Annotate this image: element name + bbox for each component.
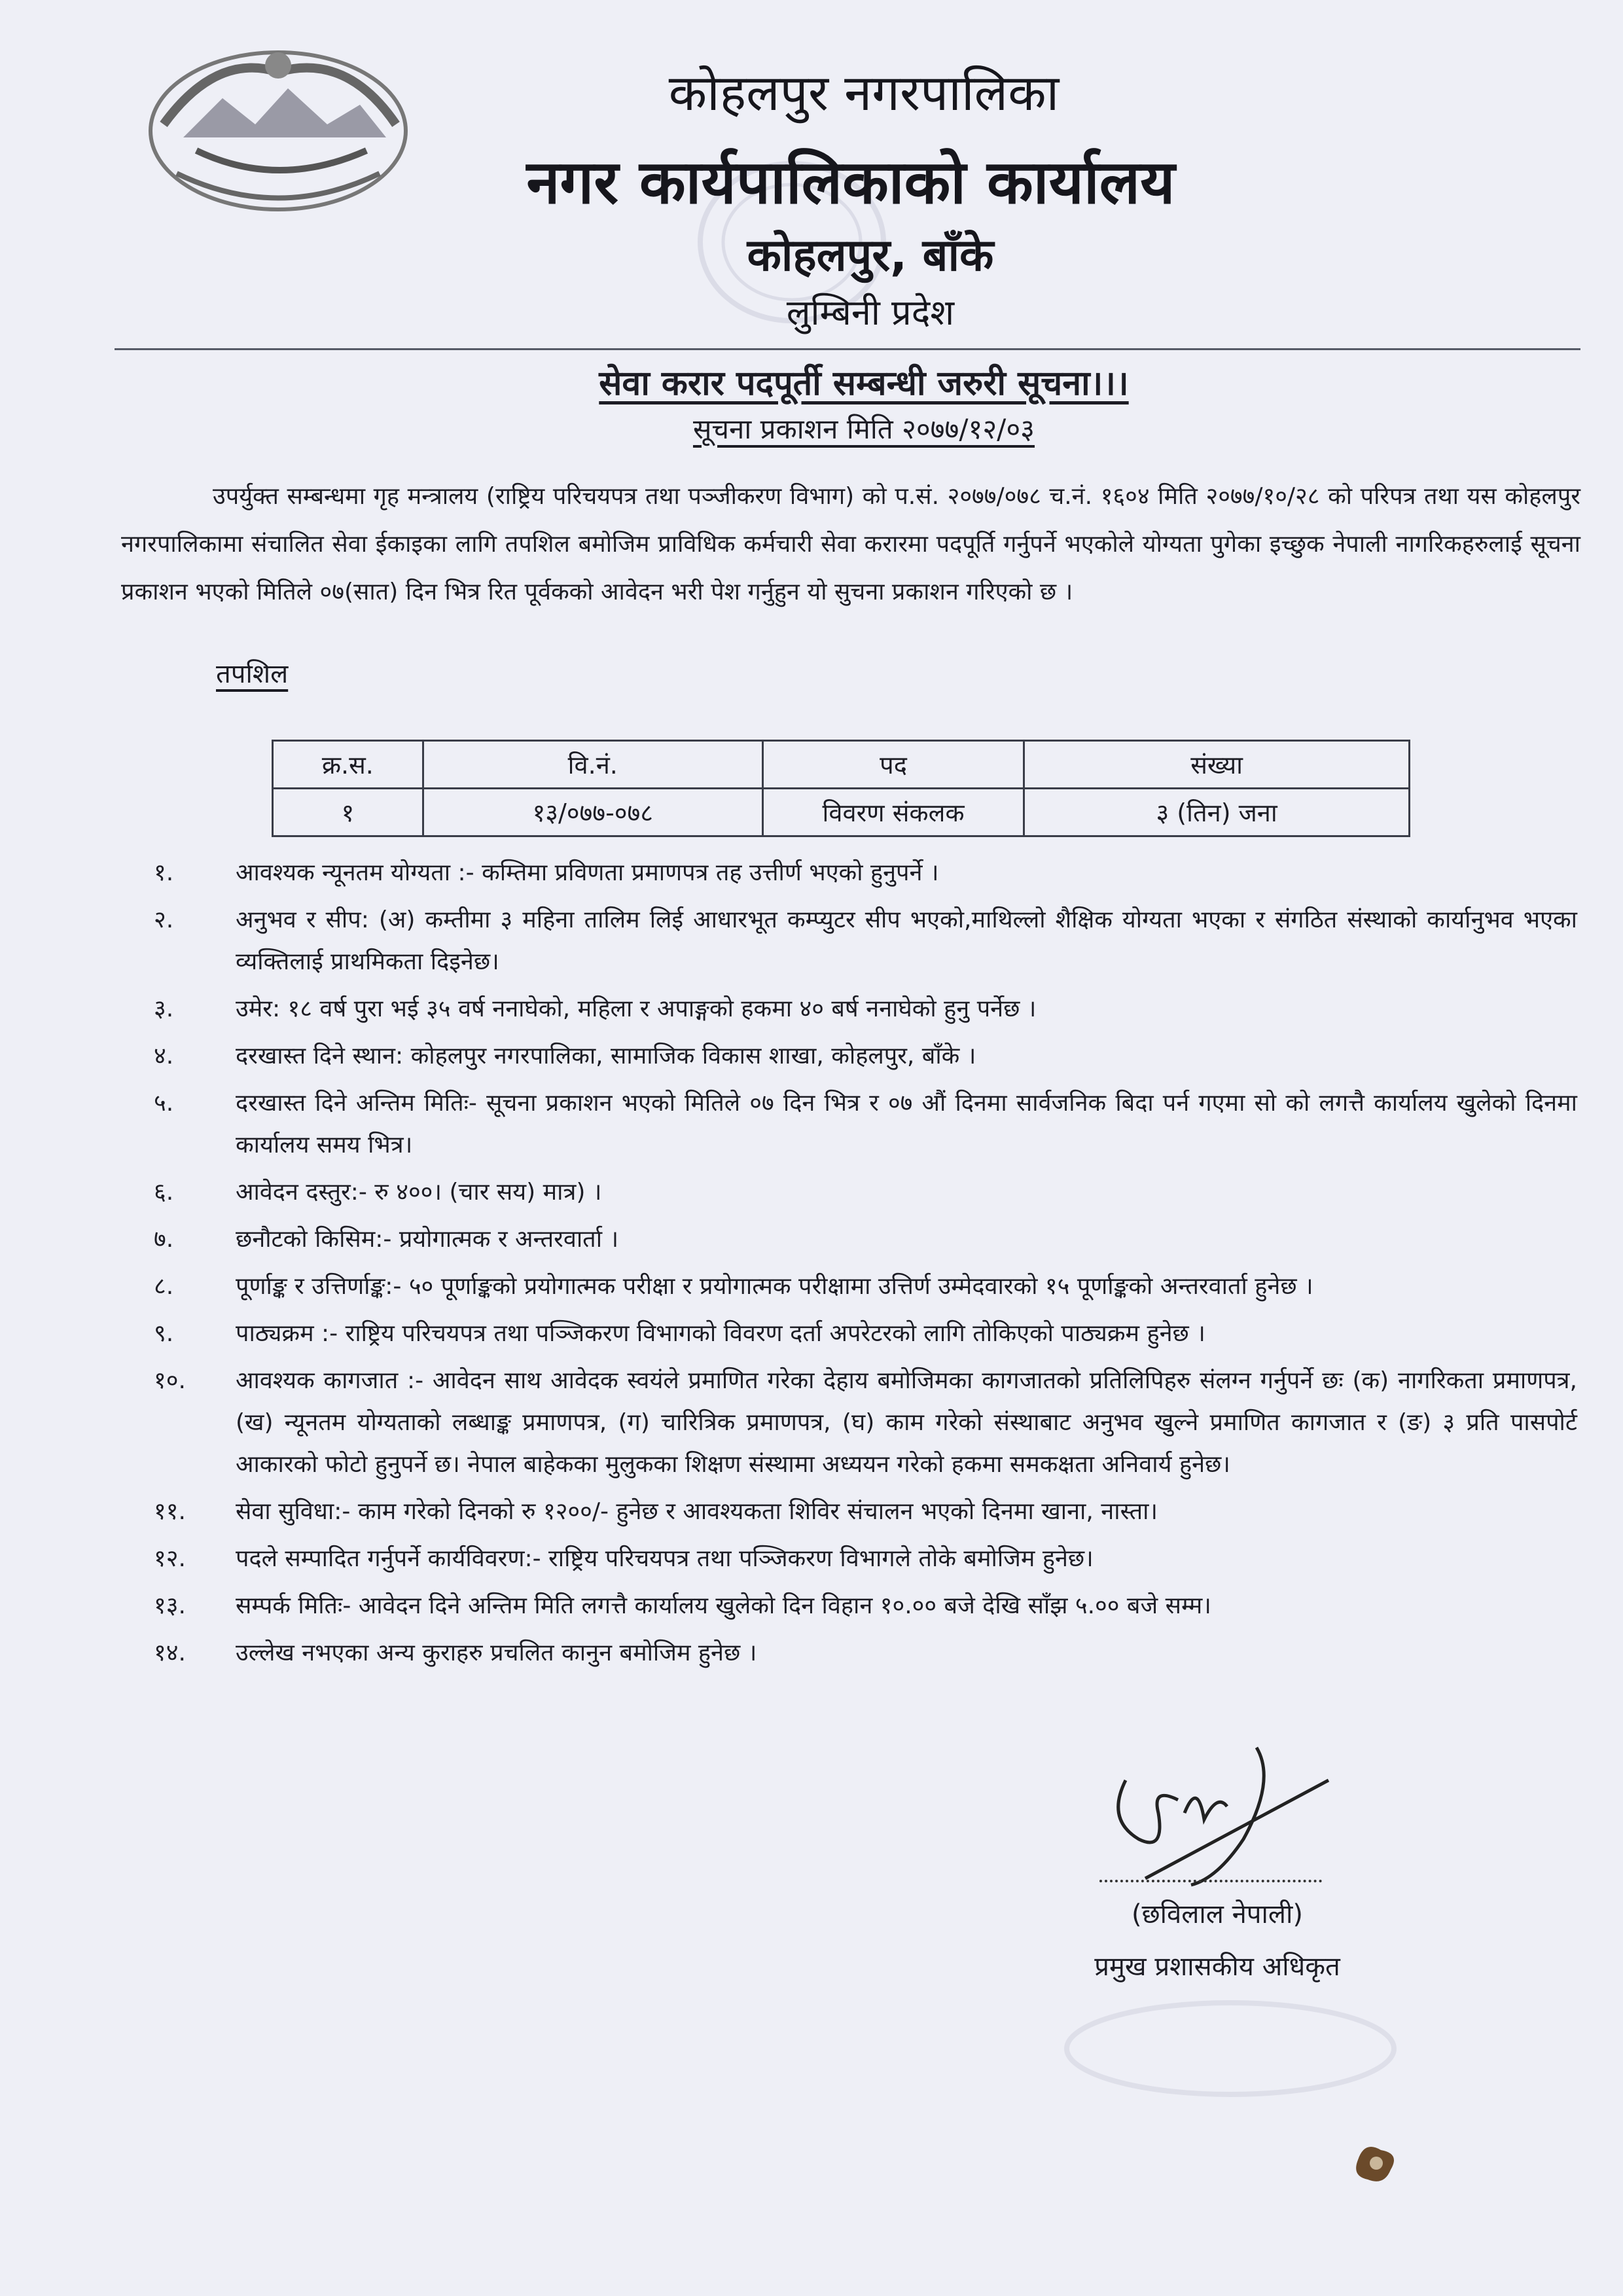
faded-stamp-icon [1060, 1996, 1400, 2101]
list-item-number: १. [154, 859, 174, 886]
signatory-name: (छविलाल नेपाली) [1132, 1899, 1303, 1929]
publication-date: सूचना प्रकाशन मिति २०७७/१२/०३ [692, 413, 1035, 445]
list-item-text: दरखास्त दिने स्थान: कोहलपुर नगरपालिका, सामाजिक विकास शाखा, कोहलपुर, बाँके । [236, 1043, 976, 1069]
list-item-number: २. [154, 906, 174, 933]
office-location: कोहलपुर, बाँके [747, 230, 994, 281]
table-cell-position: विवरण संकलक [762, 789, 1024, 836]
municipality-name: कोहलपुर नगरपालिका [668, 63, 1060, 122]
table-cell-serial: १ [273, 789, 423, 836]
province-name: लुम्बिनी प्रदेश [786, 292, 955, 333]
list-item-text: पदले सम्पादित गर्नुपर्ने कार्यविवरण:- राष्ट्रिय परिचयपत्र तथा पञ्जिकरण विभागले तोके बमोजिम हुनेछ। [236, 1545, 1094, 1572]
list-item-number: ९. [154, 1320, 174, 1347]
office-name: नगर कार्यपालिकाको कार्यालय [526, 147, 1175, 217]
signatory-title: प्रमुख प्रशासकीय अधिकृत [1094, 1952, 1340, 1982]
list-item [137, 1083, 1577, 1166]
list-item-number: ८. [154, 1273, 174, 1300]
table-header-ad-number: वि.नं. [423, 741, 762, 789]
table-row [273, 789, 1410, 836]
table-cell-count: ३ (तिन) जना [1024, 789, 1410, 836]
list-item [137, 1632, 1577, 1674]
list-item [137, 1172, 1577, 1213]
list-item [137, 852, 1577, 894]
list-item [137, 1538, 1577, 1580]
list-item-text: छनौटको किसिम:- प्रयोगात्मक र अन्तरवार्ता । [236, 1226, 619, 1253]
list-item-text: आवेदन दस्तुर:- रु ४००। (चार सय) मात्र) । [236, 1179, 602, 1206]
list-item-text: सेवा सुविधा:- काम गरेको दिनको रु १२००/- हुनेछ र आवश्यकता शिविर संचालन भएको दिनमा खाना, नास्ता। [236, 1498, 1158, 1525]
list-item [137, 899, 1577, 983]
notice-intro-paragraph: उपर्युक्त सम्बन्धमा गृह मन्त्रालय (राष्ट्रिय परिचयपत्र तथा पञ्जीकरण विभाग) को प.सं. २०७७/०७८ च.नं. १६०४ मिति २०७७/१०/२८ को परिपत्र तथा यस कोहलपुर नगरपालिकामा संचालित सेवा ईकाइका लागि तपशिल बमोजिम प्राविधिक कर्मचारी सेवा करारमा पदपूर्ति गर्नुपर्ने भएकोले योग्यता पुगेका इच्छुक नेपाली नागरिकहरुलाई सूचना प्रकाशन भएको मितिले ०७(सात) दिन भित्र रित पूर्वकको आवेदन भरी पेश गर्नुहुन यो सुचना प्रकाशन गरिएको छ । [121, 483, 1580, 605]
signature-line [1099, 1880, 1322, 1882]
list-item-number: ४. [154, 1043, 174, 1069]
vacancy-table [272, 740, 1410, 837]
list-item-text: आवश्यक कागजात :- आवेदन साथ आवेदक स्वयंले प्रमाणित गरेका देहाय बमोजिमका कागजातको प्रतिलिपिहरु संलग्न गर्नुपर्ने छः (क) नागरिकता प्रमाणपत्र, (ख) न्यूनतम योग्यताको लब्धाङ्क प्रमाणपत्र, (ग) चारित्रिक प्रमाणपत्र, (घ) काम गरेको संस्थाबाट अनुभव खुल्ने प्रमाणित कागजात र (ङ) ३ प्रति पासपोर्ट आकारको फोटो हुनुपर्ने छ। नेपाल बाहेकका मुलुकका शिक्षण संस्थामा अध्ययन गरेको हकमा समकक्षता अनिवार्य हुनेछ। [236, 1367, 1577, 1478]
list-item-text: सम्पर्क मितिः- आवेदन दिने अन्तिम मिति लगत्तै कार्यालय खुलेको दिन विहान १०.०० बजे देखि साँझ ५.०० बजे सम्म। [236, 1592, 1211, 1619]
list-item-text: पाठ्यक्रम :- राष्ट्रिय परिचयपत्र तथा पञ्जिकरण विभागको विवरण दर्ता अपरेटरको लागि तोकिएको पाठ्यक्रम हुनेछ । [236, 1320, 1205, 1347]
list-item-number: १३. [154, 1592, 186, 1619]
list-item-number: १२. [154, 1545, 186, 1572]
notice-title: सेवा करार पदपूर्ती सम्बन्धी जरुरी सूचना।।। [599, 364, 1129, 403]
list-item-text: उमेर: १८ वर्ष पुरा भई ३५ वर्ष ननाघेको, महिला र अपाङ्गको हकमा ४० बर्ष ननाघेको हुनु पर्नेछ । [236, 996, 1037, 1022]
details-subtitle: तपशिल [216, 659, 289, 689]
list-item-text: आवश्यक न्यूनतम योग्यता :- कम्तिमा प्रविणता प्रमाणपत्र तह उत्तीर्ण भएको हुनुपर्ने । [236, 859, 939, 886]
list-item-text: दरखास्त दिने अन्तिम मितिः- सूचना प्रकाशन भएको मितिले ०७ दिन भित्र र ०७ औं दिनमा सार्वजनिक बिदा पर्न गएमा सो को लगत्तै कार्यालय खुलेको दिनमा कार्यालय समय भित्र। [236, 1090, 1577, 1158]
list-item-text: अनुभव र सीप: (अ) कम्तीमा ३ महिना तालिम लिई आधारभूत कम्प्युटर सीप भएको,माथिल्लो शैक्षिक योग्यता भएका र संगठित संस्थाको कार्यानुभव भएका व्यक्तिलाई प्राथमिकता दिइनेछ। [236, 906, 1577, 975]
list-item [137, 1035, 1577, 1077]
table-header-count: संख्या [1024, 741, 1410, 789]
handwritten-signature-icon [1086, 1741, 1348, 1892]
list-item [137, 1585, 1577, 1627]
header-divider [115, 348, 1580, 350]
list-item [137, 1360, 1577, 1486]
table-header-row [273, 741, 1410, 789]
list-item-number: ५. [154, 1090, 174, 1117]
list-item-number: ६. [154, 1179, 174, 1206]
list-item [137, 1313, 1577, 1355]
table-cell-ad-number: १३/०७७-०७८ [423, 789, 762, 836]
list-item-number: १४. [154, 1640, 186, 1666]
conditions-list [137, 852, 1577, 1679]
table-header-serial: क्र.स. [273, 741, 423, 789]
list-item [137, 1219, 1577, 1261]
list-item [137, 1491, 1577, 1533]
table-header-position: पद [762, 741, 1024, 789]
list-item-text: उल्लेख नभएका अन्य कुराहरु प्रचलित कानुन बमोजिम हुनेछ । [236, 1640, 757, 1666]
list-item-number: ३. [154, 996, 174, 1022]
list-item-text: पूर्णाङ्क र उत्तिर्णाङ्क:- ५० पूर्णाङ्कको प्रयोगात्मक परीक्षा र प्रयोगात्मक परीक्षामा उत्तिर्ण उम्मेदवारको १५ पूर्णाङ्कको अन्तरवार्ता हुनेछ । [236, 1273, 1313, 1300]
list-item [137, 1266, 1577, 1308]
list-item-number: १०. [154, 1367, 186, 1394]
ink-stain-icon [1345, 2134, 1404, 2193]
list-item-number: ७. [154, 1226, 174, 1253]
list-item [137, 988, 1577, 1030]
list-item-number: ११. [154, 1498, 186, 1525]
